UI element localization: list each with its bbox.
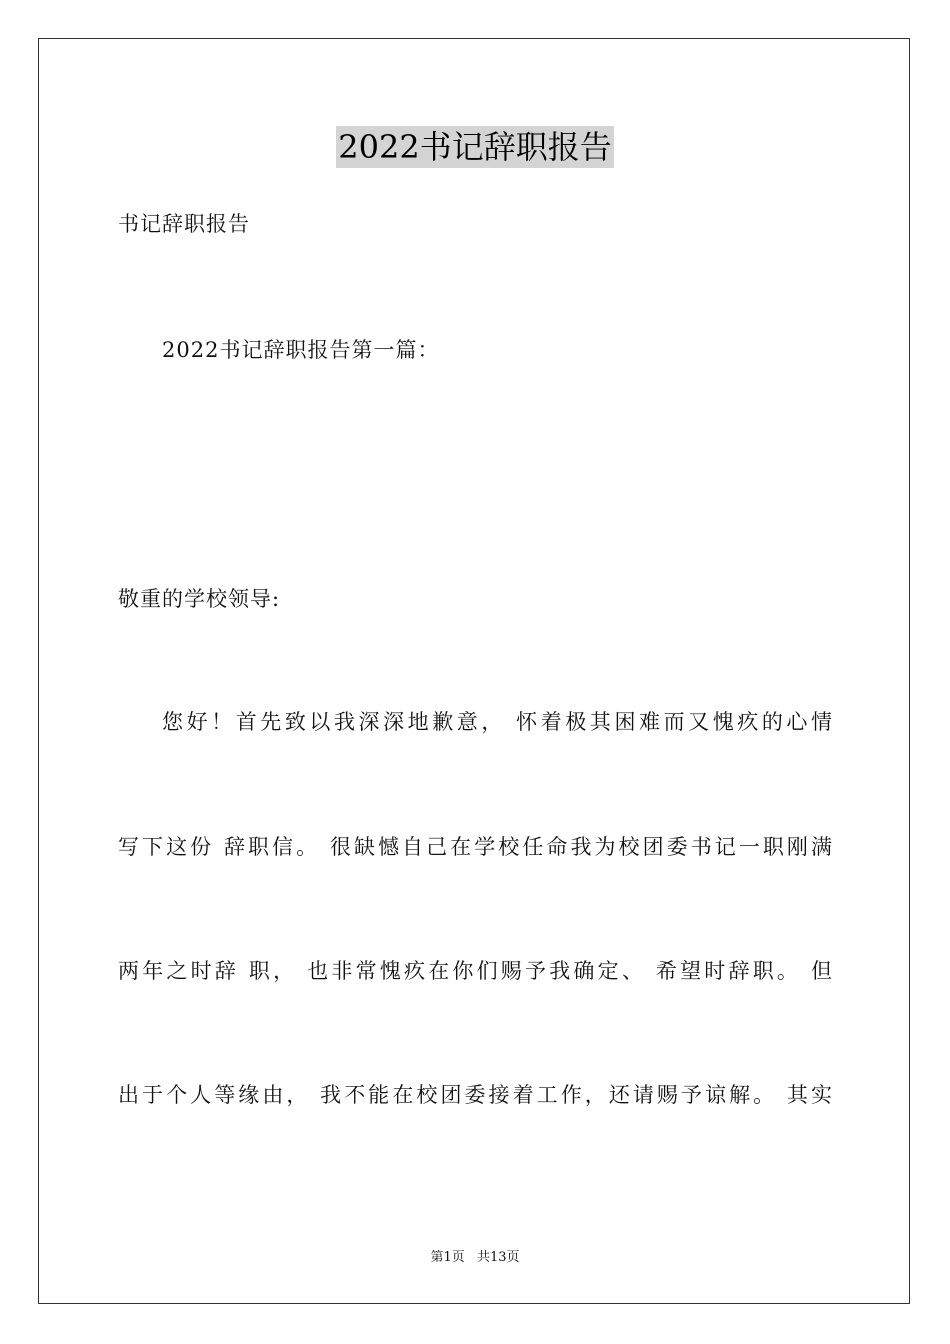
page-number: 第1页 <box>430 1250 465 1265</box>
body-line: 两年之时辞 职， 也非常愧疚在你们赐予我确定、 希望时辞职。 但 <box>118 959 832 983</box>
page-footer <box>0 1250 950 1266</box>
total-pages: 共13页 <box>476 1250 520 1265</box>
body-line: 您好！首先致以我深深地歉意， 怀着极其困难而又愧疚的心情 <box>162 710 832 734</box>
section-heading: 2022书记辞职报告第一篇： <box>162 338 440 362</box>
salutation: 敬重的学校领导: <box>118 587 281 611</box>
document-title: 2022书记辞职报告 <box>338 128 612 166</box>
body-line: 出于个人等缘由， 我不能在校团委接着工作，还请赐予谅解。 其实 <box>118 1083 832 1107</box>
document-subtitle: 书记辞职报告 <box>118 212 250 236</box>
body-line: 写下这份 辞职信。 很缺憾自己在学校任命我为校团委书记一职刚满 <box>118 835 832 859</box>
title-container <box>0 126 950 168</box>
